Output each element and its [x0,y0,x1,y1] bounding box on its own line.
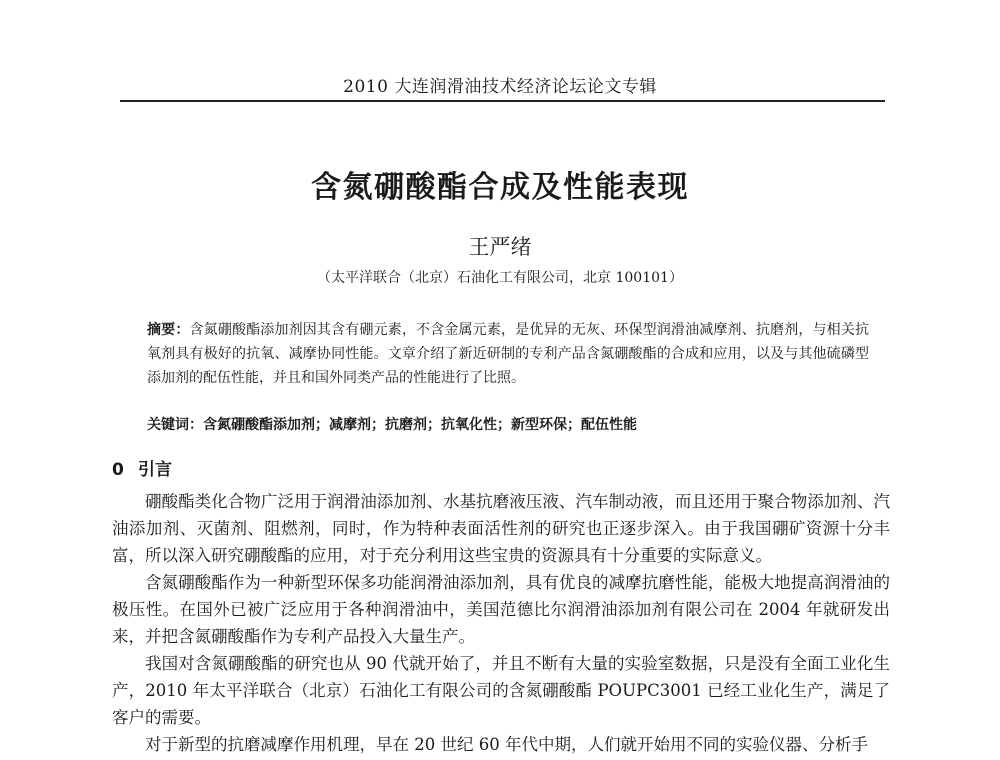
body-text [112,488,890,758]
keywords-text: 含氮硼酸酯添加剂；减摩剂；抗磨剂；抗氧化性；新型环保；配伍性能 [203,417,637,433]
running-header: 2010 大连润滑油技术经济论坛论文专辑 [343,77,657,97]
paragraph: 对于新型的抗磨减摩作用机理，早在 20 世纪 60 年代中期，人们就开始用不同的实验仪器、分析手 [145,735,868,754]
section-number: 0 [112,460,124,480]
keywords-label: 关键词： [147,417,203,433]
paragraph: 我国对含氮硼酸酯的研究也从 90 代就开始了，并且不断有大量的实验室数据，只是没有全面工业化生产，2010 年太平洋联合（北京）石油化工有限公司的含氮硼酸酯 POUPC3001 已经工业化生产，满足了客户的需要。 [112,654,890,727]
abstract [147,318,869,390]
author-affiliation: （太平洋联合（北京）石油化工有限公司，北京 100101） [317,270,683,286]
header-rule [120,100,885,102]
author-name: 王严绪 [468,235,532,259]
paragraph: 硼酸酯类化合物广泛用于润滑油添加剂、水基抗磨液压液、汽车制动液，而且还用于聚合物添加剂、汽油添加剂、灭菌剂、阻燃剂，同时，作为特种表面活性剂的研究也正逐步深入。由于我国硼矿资源十分丰富，所以深入研究硼酸酯的应用，对于充分利用这些宝贵的资源具有十分重要的实际意义。 [112,492,890,565]
keywords [147,414,869,434]
section-heading [112,455,172,480]
abstract-text: 含氮硼酸酯添加剂因其含有硼元素，不含金属元素，是优异的无灰、环保型润滑油减摩剂、抗磨剂，与相关抗氧剂具有极好的抗氧、减摩协同性能。文章介绍了新近研制的专利产品含氮硼酸酯的合成和应用，以及与其他硫磷型添加剂的配伍性能，并且和国外同类产品的性能进行了比照。 [147,322,870,386]
abstract-label: 摘要： [147,322,190,338]
article-title: 含氮硼酸酯合成及性能表现 [311,170,689,205]
section-title: 引言 [138,460,172,480]
paragraph: 含氮硼酸酯作为一种新型环保多功能润滑油添加剂，具有优良的减摩抗磨性能，能极大地提高润滑油的极压性。在国外已被广泛应用于各种润滑油中，美国范德比尔润滑油添加剂有限公司在 2004 年就研发出来，并把含氮硼酸酯作为专利产品投入大量生产。 [112,573,890,646]
